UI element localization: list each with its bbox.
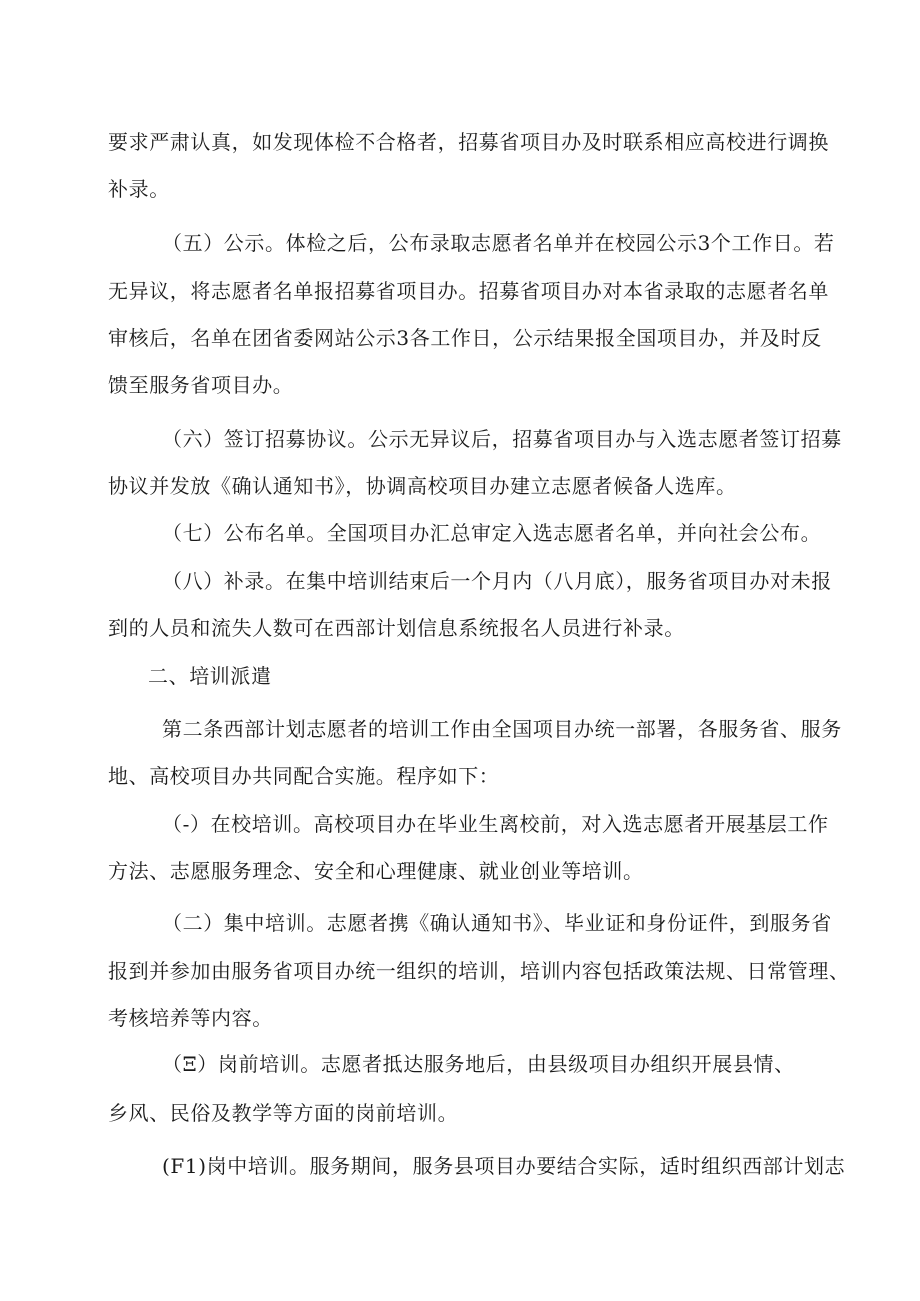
text-line: 审核后，名单在团省委网站公示3各工作日，公示结果报全国项目办，并及时反 <box>108 326 822 350</box>
text-line: （-）在校培训。高校项目办在毕业生离校前，对入选志愿者开展基层工作 <box>162 812 829 836</box>
text-line: （六）签订招募协议。公示无异议后，招募省项目办与入选志愿者签订招募 <box>162 427 842 451</box>
text-line: 方法、志愿服务理念、安全和心理健康、就业创业等培训。 <box>108 859 644 883</box>
text-line: （二）集中培训。志愿者携《确认通知书》、毕业证和身份证件，到服务省 <box>162 911 832 935</box>
text-line: (F1)岗中培训。服务期间，服务县项目办要结合实际，适时组织西部计划志 <box>162 1154 846 1178</box>
text-line: （五）公示。体检之后，公布录取志愿者名单并在校园公示3个工作日。若 <box>162 231 835 255</box>
text-line: 补录。 <box>108 177 170 201</box>
text-line: 考核培养等内容。 <box>108 1006 273 1030</box>
text-line: 协议并发放《确认通知书》，协调高校项目办建立志愿者候备人选库。 <box>108 474 737 498</box>
text-line: （Ξ）岗前培训。志愿者抵达服务地后，由县级项目办组织开展县情、 <box>162 1052 795 1076</box>
text-line: （八）补录。在集中培训结束后一个月内（八月底），服务省项目办对未报 <box>162 569 832 593</box>
text-line: 到的人员和流失人数可在西部计划信息系统报名人员进行补录。 <box>108 616 685 640</box>
text-line: 报到并参加由服务省项目办统一组织的培训，培训内容包括政策法规、日常管理、 <box>108 959 850 983</box>
section-heading: 二、培训派遣 <box>148 664 272 688</box>
text-line: （七）公布名单。全国项目办汇总审定入选志愿者名单，并向社会公布。 <box>162 521 822 545</box>
text-line: 要求严肃认真，如发现体检不合格者，招募省项目办及时联系相应高校进行调换 <box>108 130 829 154</box>
text-line: 无异议，将志愿者名单报招募省项目办。招募省项目办对本省录取的志愿者名单 <box>108 279 829 303</box>
text-line: 馈至服务省项目办。 <box>108 373 294 397</box>
text-line: 乡风、民俗及教学等方面的岗前培训。 <box>108 1101 459 1125</box>
text-line: 第二条西部计划志愿者的培训工作由全国项目办统一部署，各服务省、服务 <box>162 717 842 741</box>
text-line: 地、高校项目办共同配合实施。程序如下： <box>108 764 500 788</box>
